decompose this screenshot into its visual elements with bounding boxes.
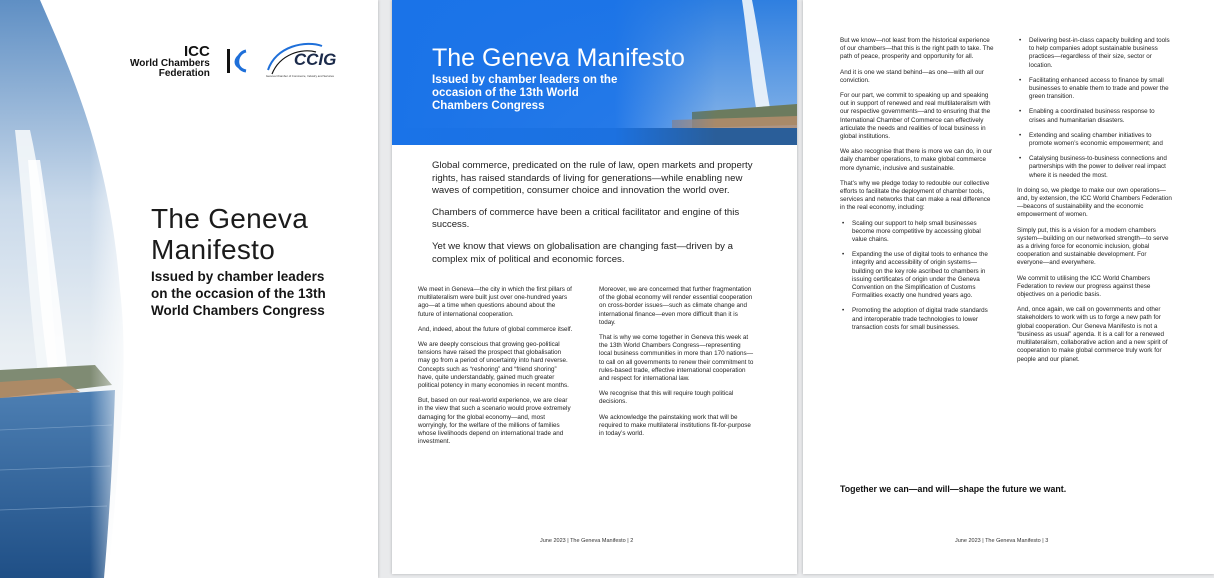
body-para: Simply put, this is a vision for a modern chambers system—building on our networked strength—to serve as a driving force for economic inclusion, global cooperation and sustainable development. For everyone—and everywhere.	[1017, 226, 1169, 267]
cover-title-line1: The Geneva	[151, 203, 309, 234]
cover-subtitle: Issued by chamber leaders on the occasion of the 13th World Chambers Congress	[151, 269, 326, 318]
list-item: • Delivering best-in-class capacity building and tools to help companies adopt sustainable business practices—regardless of their size, sector or location.	[1017, 37, 1172, 70]
cover-title-line2: Manifesto	[151, 234, 276, 265]
page2-column-left	[418, 286, 573, 453]
pledge-list-left	[840, 220, 995, 332]
cover-page	[0, 0, 378, 578]
page2-subtitle: Issued by chamber leaders on the occasion of the 13th World Chambers Congress	[432, 74, 618, 112]
list-item: • Promoting the adoption of digital trade standards and interoperable trade technologies to lower transaction costs for small businesses.	[840, 307, 995, 332]
body-para: We acknowledge the painstaking work that will be required to make multilateral institutions fit-for-purpose in today’s world.	[599, 413, 751, 438]
ccig-logo-wordmark: CCIG	[293, 50, 337, 69]
body-para: We meet in Geneva—the city in which the first pillars of multilateralism were built just over one-hundred years ago—at a time when questions abound about the future of international cooperation.	[418, 286, 572, 318]
list-item: • Facilitating enhanced access to finance by small businesses to enable them to trade and power the green transition.	[1017, 77, 1172, 102]
body-para: That is why we come together in Geneva this week at the 13th World Chambers Congress—representing local business communities in more than 170 nations—to call on all governments to renew their commitment to rules-based trade, effective international cooperation and respect for international law.	[599, 334, 754, 383]
icc-logo-wordmark: ICC	[184, 42, 210, 60]
body-para: But we know—not least from the historical experience of our chambers—that this is the right path to take. The path of peace, prosperity and opportunity for all.	[840, 37, 994, 61]
body-para: We are deeply conscious that growing geo-political tensions have raised the prospect that globalisation may go from a period of uncertainty into hard reverse. Concepts such as “reshoring” and “friend shoring” have, quite understandably, gained much greater political potency in many economies in recent months.	[418, 341, 569, 390]
page2-column-right	[599, 286, 754, 445]
body-para: We commit to utilising the ICC World Chambers Federation to review our progress against these objectives on a periodic basis.	[1017, 274, 1151, 299]
ccig-logo	[266, 40, 362, 82]
page2-banner	[392, 0, 797, 145]
page3-column-right	[1017, 37, 1172, 371]
body-para: And, indeed, about the future of global commerce itself.	[418, 325, 573, 333]
intro-para: Global commerce, predicated on the rule of law, open markets and property rights, has raised standards of living for generations—while enabling new waves of competition, consumer choice and innovation the world over.	[432, 160, 753, 197]
intro-para: Yet we know that views on globalisation are changing fast—driven by a complex mix of political and economic forces.	[432, 240, 733, 265]
page-3	[803, 0, 1214, 574]
body-para: We also recognise that there is more we can do, in our daily chamber operations, to make global commerce more dynamic, inclusive and sustainable.	[840, 148, 993, 172]
icc-logo-icon	[226, 47, 250, 75]
page2-title: The Geneva Manifesto	[432, 44, 685, 72]
page-2	[392, 0, 797, 574]
icc-logo-text	[130, 44, 210, 79]
page2-intro	[432, 160, 762, 275]
list-item: • Extending and scaling chamber initiatives to promote women’s economic empowerment; and	[1017, 132, 1172, 148]
logo-row	[130, 40, 362, 82]
body-para: We recognise that this will require tough political decisions.	[599, 390, 734, 406]
intro-para: Chambers of commerce have been a critical facilitator and engine of this success.	[432, 206, 740, 231]
icc-logo-line2: Federation	[158, 67, 210, 79]
list-item: • Scaling our support to help small businesses become more competitive by accessing global value chains.	[840, 220, 995, 245]
list-item: • Catalysing business-to-business connections and partnerships with the power to deliver real impact where it is needed the most.	[1017, 155, 1172, 180]
page2-footer: June 2023 | The Geneva Manifesto | 2	[540, 538, 634, 544]
list-item: • Expanding the use of digital tools to enhance the integrity and accessibility of origin systems—building on the key role ascribed to chambers in issuing certificates of origin under the Geneva Convention on the Simplification of Customs Formalities exactly one hundred years ago.	[840, 251, 995, 300]
body-para: That’s why we pledge today to redouble our collective efforts to facilitate the deployment of chamber tools, services and networks that can make a real difference in the real economy, including:	[840, 179, 991, 212]
body-para: For our part, we commit to speaking up and speaking out in support of renewed and real multilateralism with our respective governments—and to ensuring that the International Chamber of Commerce can effectively articulate the needs and realities of local business in global institutions.	[840, 92, 991, 141]
body-para: And, once again, we call on governments and other stakeholders to work with us to forge a new path for global cooperation. Our Geneva Manifesto is not a “business as usual” agenda. It is a call for a renewed multilateralism, collaborative action and a new spirit of cooperation to make global commerce truly work for people and our planet.	[1017, 306, 1168, 363]
ccig-logo-tagline: Geneva Chamber of Commerce, Industry and Services	[265, 74, 334, 78]
pledge-list-right	[1017, 37, 1172, 180]
page3-footer: June 2023 | The Geneva Manifesto | 3	[955, 538, 1049, 544]
cover-title	[151, 203, 308, 265]
body-para: Moreover, we are concerned that further fragmentation of the global economy will render essential cooperation on cross-border issues—such as climate change and international finance—even more difficult than it is today.	[599, 286, 753, 326]
page3-column-left	[840, 37, 995, 339]
body-para: And it is one we stand behind—as one—with all our conviction.	[840, 68, 984, 84]
body-para: In doing so, we pledge to make our own operations—and, by extension, the ICC World Chambers Federation—beacons of sustainability and the economic empowerment of women.	[1017, 186, 1172, 219]
icc-logo-line1: World Chambers	[130, 57, 210, 69]
body-para: But, based on our real-world experience, we are clear in the view that such a scenario would prove extremely damaging for the global economy—and, most worryingly, for the welfare of the millions of families whose livelihoods depend on international trade and investment.	[418, 397, 571, 446]
list-item: • Enabling a coordinated business response to crises and humanitarian disasters.	[1017, 108, 1172, 124]
closing-statement: Together we can—and will—shape the future we want.	[840, 484, 1067, 494]
